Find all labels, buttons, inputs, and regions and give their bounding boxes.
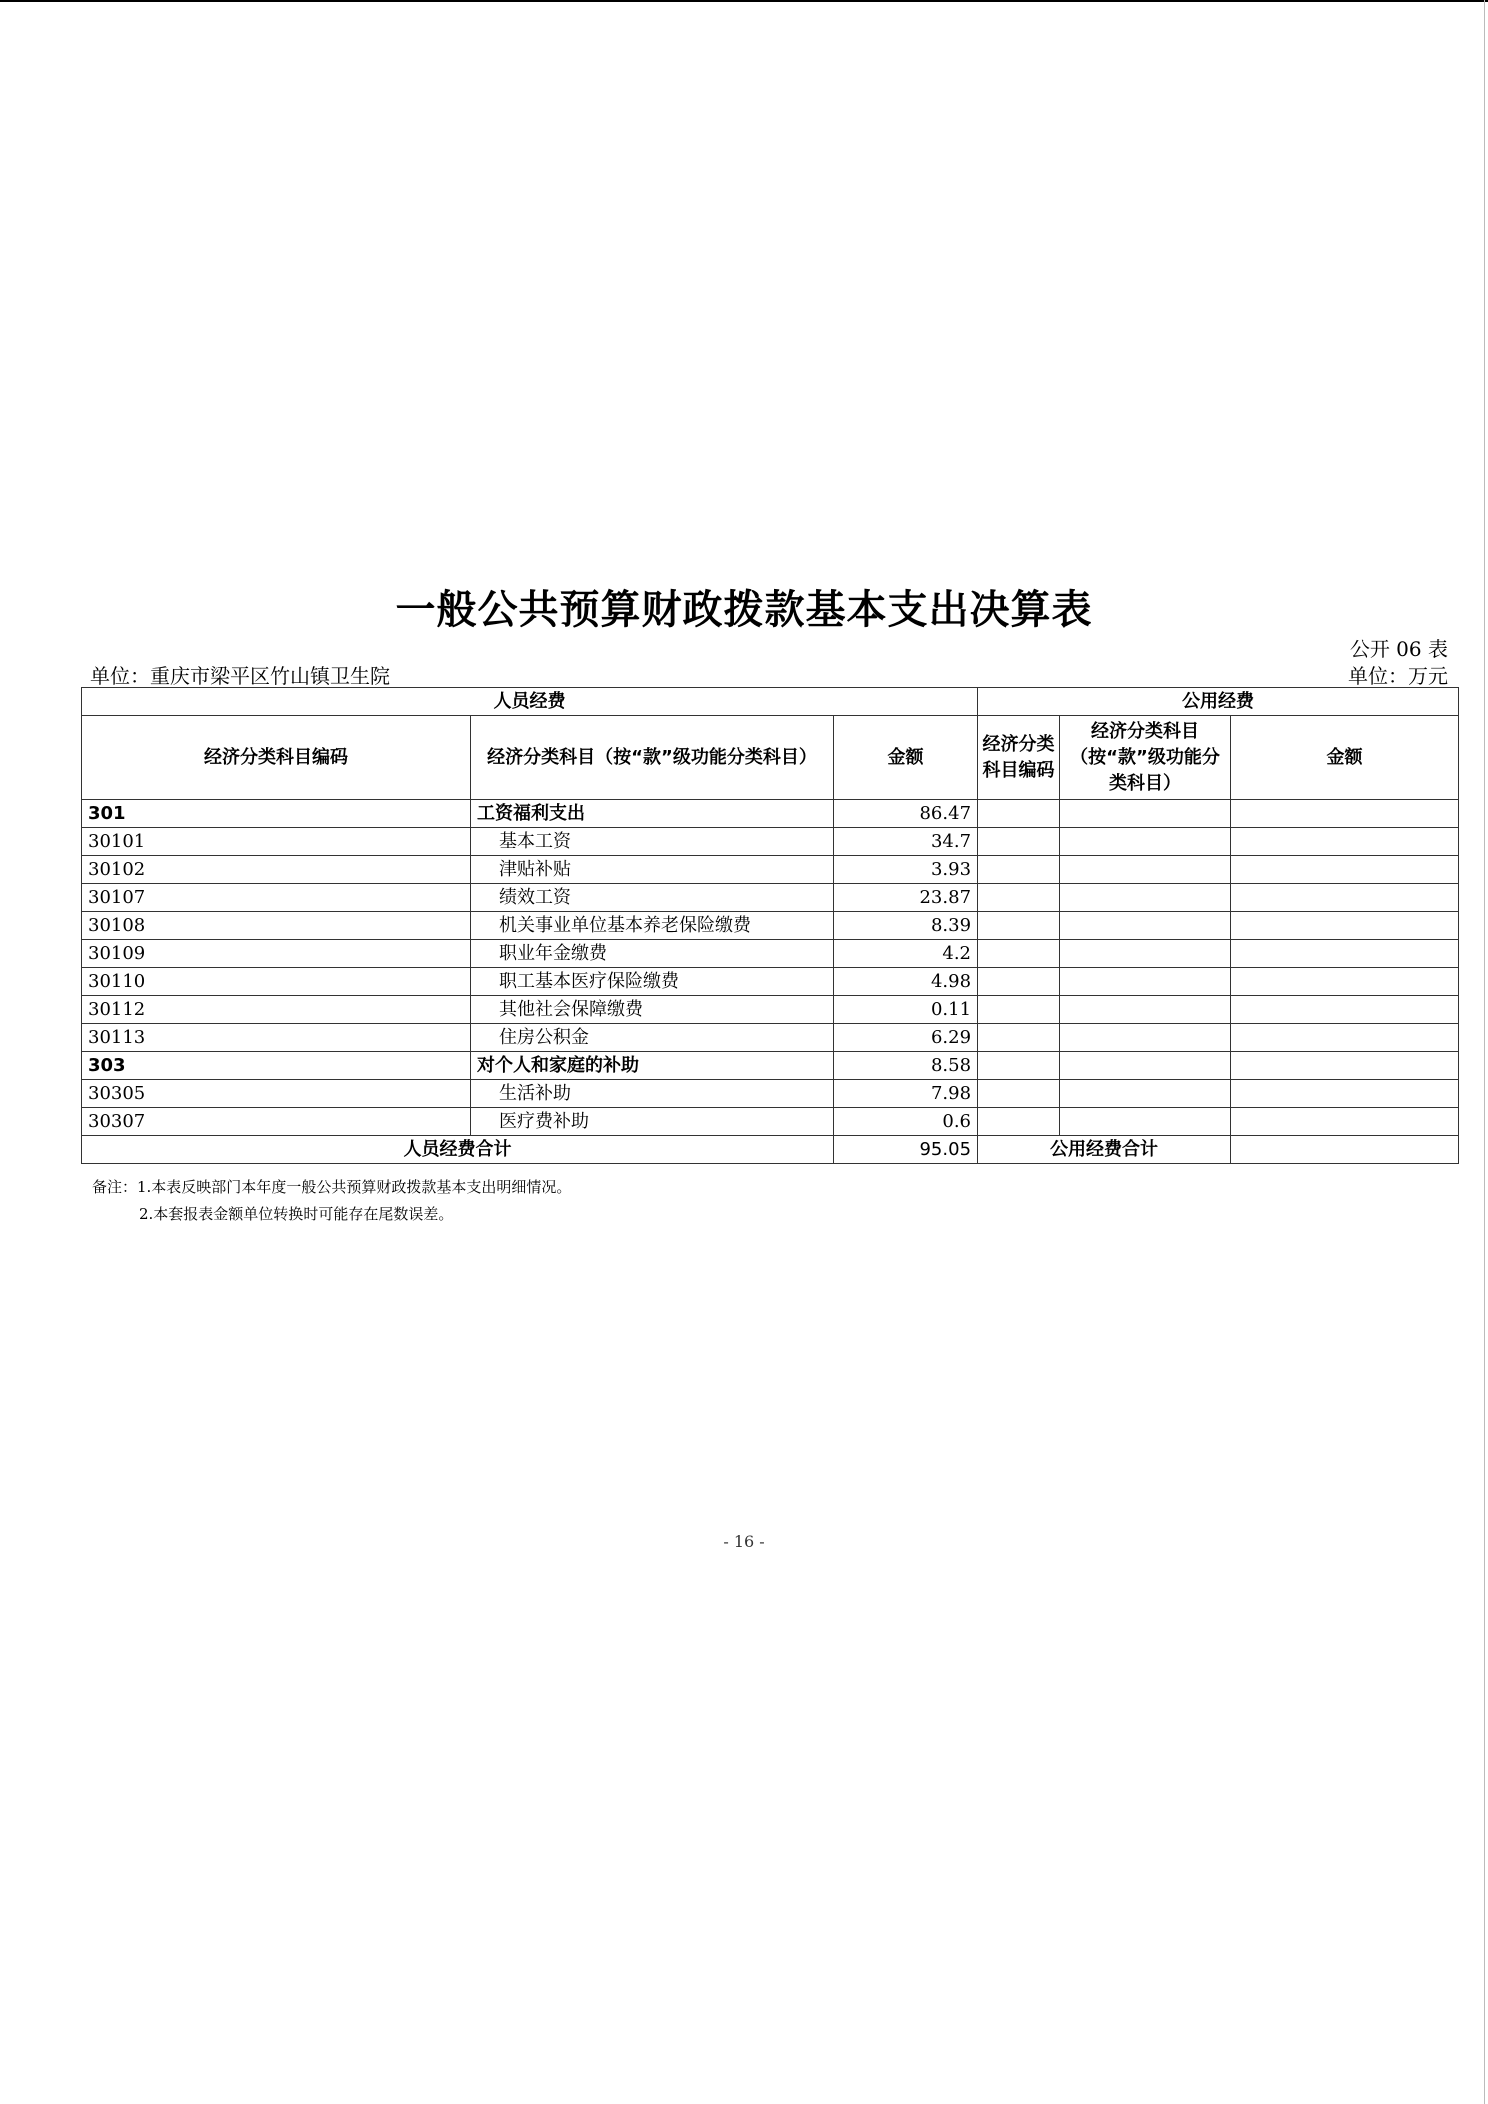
row-code: 30113 (82, 1024, 471, 1052)
row-public-amount (1231, 856, 1459, 884)
table-row (82, 1024, 1459, 1052)
row-public-code (978, 884, 1060, 912)
row-public-name (1060, 828, 1231, 856)
row-public-name (1060, 1108, 1231, 1136)
row-public-name (1060, 800, 1231, 828)
row-public-amount (1231, 996, 1459, 1024)
row-name: 对个人和家庭的补助 (471, 1052, 834, 1080)
row-public-name (1060, 1052, 1231, 1080)
row-name: 其他社会保障缴费 (471, 996, 834, 1024)
row-amount: 3.93 (834, 856, 978, 884)
row-amount: 86.47 (834, 800, 978, 828)
table-row (82, 968, 1459, 996)
row-name: 医疗费补助 (471, 1108, 834, 1136)
row-public-code (978, 968, 1060, 996)
row-amount: 8.39 (834, 912, 978, 940)
row-public-code (978, 912, 1060, 940)
row-code: 30107 (82, 884, 471, 912)
total-personnel-label: 人员经费合计 (82, 1136, 834, 1164)
note-1: 备注：1.本表反映部门本年度一般公共预算财政拨款基本支出明细情况。 (92, 1178, 572, 1196)
table-row (82, 1108, 1459, 1136)
row-name: 生活补助 (471, 1080, 834, 1108)
row-name: 基本工资 (471, 828, 834, 856)
table-row (82, 912, 1459, 940)
row-code: 30307 (82, 1108, 471, 1136)
row-public-amount (1231, 884, 1459, 912)
header-personnel: 人员经费 (82, 688, 978, 716)
page-title: 一般公共预算财政拨款基本支出决算表 (395, 587, 1093, 633)
row-name: 津贴补贴 (471, 856, 834, 884)
row-public-code (978, 1108, 1060, 1136)
row-amount: 34.7 (834, 828, 978, 856)
table-row (82, 1080, 1459, 1108)
row-public-amount (1231, 1024, 1459, 1052)
row-public-name (1060, 856, 1231, 884)
header-name: 经济分类科目（按“款”级功能分类科目） (471, 716, 834, 800)
total-public-amount (1231, 1136, 1459, 1164)
table-row (82, 828, 1459, 856)
row-name: 职工基本医疗保险缴费 (471, 968, 834, 996)
row-code: 30305 (82, 1080, 471, 1108)
notes (92, 1174, 571, 1228)
table-row (82, 856, 1459, 884)
row-amount: 0.11 (834, 996, 978, 1024)
row-name: 住房公积金 (471, 1024, 834, 1052)
row-public-name (1060, 940, 1231, 968)
row-code: 30108 (82, 912, 471, 940)
top-border (0, 0, 1488, 2)
expenditure-table (81, 687, 1459, 1164)
total-public-label: 公用经费合计 (978, 1136, 1231, 1164)
row-amount: 8.58 (834, 1052, 978, 1080)
table-row (82, 940, 1459, 968)
table-row (82, 1052, 1459, 1080)
right-border (1484, 0, 1485, 2104)
row-public-code (978, 856, 1060, 884)
row-public-code (978, 800, 1060, 828)
row-amount: 4.2 (834, 940, 978, 968)
row-name: 职业年金缴费 (471, 940, 834, 968)
row-public-code (978, 1080, 1060, 1108)
row-name: 工资福利支出 (471, 800, 834, 828)
header-row-group (82, 688, 1459, 716)
header-row-columns (82, 716, 1459, 800)
row-amount: 0.6 (834, 1108, 978, 1136)
header-public-name: 经济分类科目（按“款”级功能分类科目） (1060, 716, 1231, 800)
row-name: 绩效工资 (471, 884, 834, 912)
row-public-code (978, 996, 1060, 1024)
row-code: 30109 (82, 940, 471, 968)
row-public-name (1060, 1080, 1231, 1108)
row-public-amount (1231, 1080, 1459, 1108)
row-public-name (1060, 968, 1231, 996)
row-public-name (1060, 1024, 1231, 1052)
row-code: 30112 (82, 996, 471, 1024)
row-public-amount (1231, 828, 1459, 856)
row-public-amount (1231, 940, 1459, 968)
row-public-name (1060, 884, 1231, 912)
row-public-code (978, 940, 1060, 968)
form-number: 公开 06 表 (1349, 637, 1448, 661)
row-amount: 23.87 (834, 884, 978, 912)
row-public-code (978, 828, 1060, 856)
row-public-amount (1231, 1108, 1459, 1136)
table-row (82, 884, 1459, 912)
row-public-code (978, 1024, 1060, 1052)
totals-row (82, 1136, 1459, 1164)
row-code: 30102 (82, 856, 471, 884)
page-number: - 16 - (723, 1532, 765, 1551)
row-code: 30110 (82, 968, 471, 996)
note-2: 2.本套报表金额单位转换时可能存在尾数误差。 (139, 1205, 454, 1223)
row-public-name (1060, 996, 1231, 1024)
row-public-amount (1231, 968, 1459, 996)
row-amount: 6.29 (834, 1024, 978, 1052)
unit-organization: 单位：重庆市梁平区竹山镇卫生院 (90, 664, 390, 688)
row-amount: 4.98 (834, 968, 978, 996)
header-amount: 金额 (834, 716, 978, 800)
table-row (82, 800, 1459, 828)
row-code: 303 (82, 1052, 471, 1080)
row-amount: 7.98 (834, 1080, 978, 1108)
unit-currency: 单位：万元 (1348, 664, 1448, 688)
total-personnel-amount: 95.05 (834, 1136, 978, 1164)
table-row (82, 996, 1459, 1024)
row-public-amount (1231, 1052, 1459, 1080)
row-code: 30101 (82, 828, 471, 856)
row-code: 301 (82, 800, 471, 828)
header-code: 经济分类科目编码 (82, 716, 471, 800)
row-public-amount (1231, 800, 1459, 828)
header-public-amount: 金额 (1231, 716, 1459, 800)
row-public-amount (1231, 912, 1459, 940)
row-public-name (1060, 912, 1231, 940)
header-public: 公用经费 (978, 688, 1459, 716)
row-public-code (978, 1052, 1060, 1080)
row-name: 机关事业单位基本养老保险缴费 (471, 912, 834, 940)
header-public-code: 经济分类科目编码 (978, 716, 1060, 800)
